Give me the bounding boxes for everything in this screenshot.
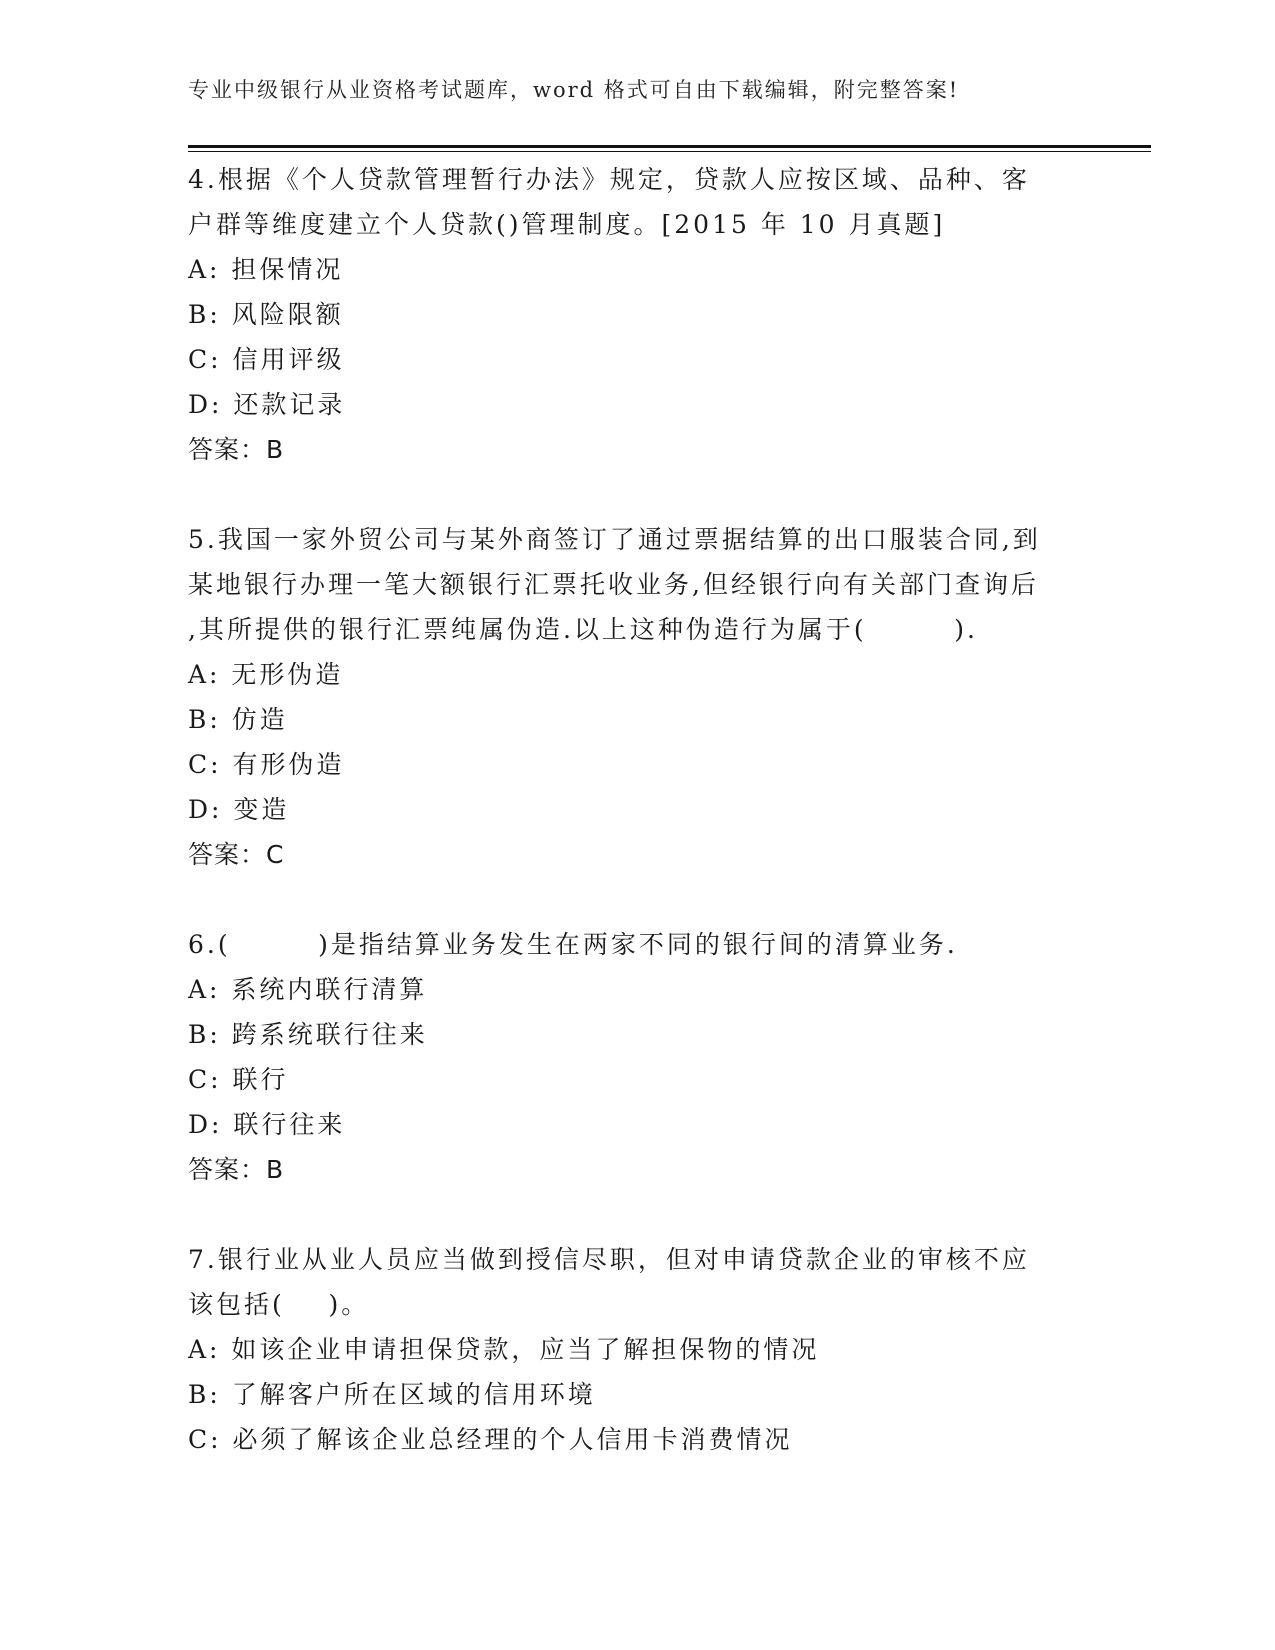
question-stem-line: 户群等维度建立个人贷款()管理制度。[2015 年 10 月真题] [188, 210, 946, 239]
page-header: 专业中级银行从业资格考试题库，word 格式可自由下载编辑，附完整答案! [188, 78, 960, 102]
question-spacer [188, 472, 1088, 517]
answer-line: 答案：C [188, 840, 285, 869]
option-c: C: 必须了解该企业总经理的个人信用卡消费情况 [188, 1425, 793, 1454]
answer-line: 答案：B [188, 1155, 285, 1184]
question-7 [188, 1237, 1088, 1462]
option-d: D: 联行往来 [188, 1110, 346, 1139]
question-stem-line: 7.银行业从业人员应当做到授信尽职，但对申请贷款企业的审核不应 [188, 1245, 1030, 1274]
question-stem-line: 4.根据《个人贷款管理暂行办法》规定，贷款人应按区域、品种、客 [188, 165, 1030, 194]
option-a: A: 系统内联行清算 [188, 975, 428, 1004]
option-b: B: 跨系统联行往来 [188, 1020, 428, 1049]
option-a: A: 担保情况 [188, 255, 344, 284]
option-a: A: 无形伪造 [188, 660, 344, 689]
option-c: C: 联行 [188, 1065, 289, 1094]
question-stem-line: 5.我国一家外贸公司与某外商签订了通过票据结算的出口服装合同,到 [188, 525, 1041, 554]
question-stem-line: 6.( )是指结算业务发生在两家不同的银行间的清算业务. [188, 930, 958, 959]
answer-line: 答案：B [188, 435, 285, 464]
question-spacer [188, 1192, 1088, 1237]
question-6 [188, 922, 1088, 1192]
header-divider-thick [188, 145, 1151, 148]
question-stem-line: ,其所提供的银行汇票纯属伪造.以上这种伪造行为属于( ). [188, 615, 978, 644]
question-5 [188, 517, 1088, 877]
option-d: D: 变造 [188, 795, 290, 824]
question-stem-line: 某地银行办理一笔大额银行汇票托收业务,但经银行向有关部门查询后 [188, 570, 1039, 599]
question-stem-line: 该包括( )。 [188, 1290, 370, 1319]
question-4 [188, 157, 1088, 472]
option-c: C: 信用评级 [188, 345, 345, 374]
option-b: B: 了解客户所在区域的信用环境 [188, 1380, 596, 1409]
option-d: D: 还款记录 [188, 390, 346, 419]
option-a: A: 如该企业申请担保贷款，应当了解担保物的情况 [188, 1335, 820, 1364]
option-b: B: 风险限额 [188, 300, 344, 329]
header-divider-thin [188, 151, 1151, 152]
option-b: B: 仿造 [188, 705, 288, 734]
question-spacer [188, 877, 1088, 922]
question-list [188, 157, 1088, 1462]
option-c: C: 有形伪造 [188, 750, 345, 779]
